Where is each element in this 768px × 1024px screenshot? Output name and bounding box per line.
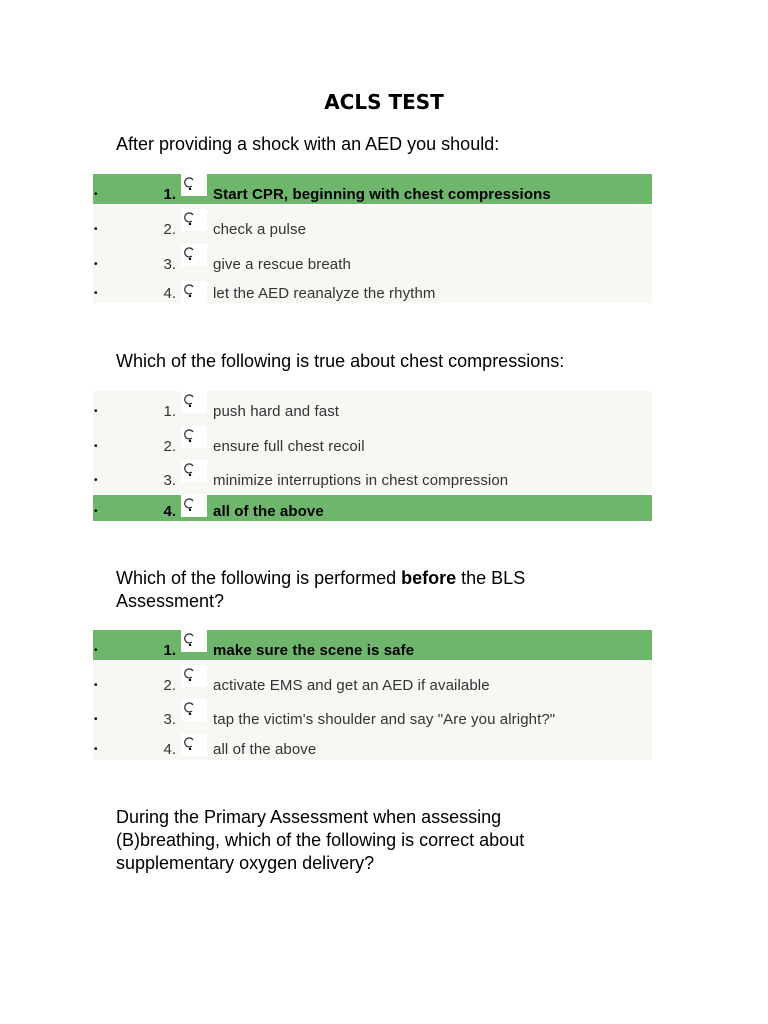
option-number: 4. — [163, 285, 176, 302]
option-number: 3. — [163, 256, 176, 273]
radio-button[interactable] — [181, 734, 207, 756]
option-number: 1. — [163, 642, 176, 659]
option-text: Start CPR, beginning with chest compressions — [213, 186, 551, 203]
option-text: all of the above — [213, 503, 324, 520]
option-number: 4. — [163, 741, 176, 758]
radio-icon — [183, 283, 197, 297]
radio-icon — [183, 428, 197, 442]
option-text: all of the above — [213, 741, 317, 758]
radio-icon — [183, 736, 197, 750]
bullet: • — [94, 506, 98, 517]
question-2-option-2[interactable] — [93, 428, 652, 463]
option-text: minimize interruptions in chest compression — [213, 472, 509, 489]
bullet: • — [94, 189, 98, 200]
radio-icon — [183, 667, 197, 681]
radio-icon — [183, 176, 197, 190]
question-2-option-1[interactable] — [93, 391, 652, 428]
option-text: give a rescue breath — [213, 256, 351, 273]
bullet: • — [94, 224, 98, 235]
radio-button[interactable] — [181, 426, 207, 448]
bullet: • — [94, 406, 98, 417]
radio-button[interactable] — [181, 281, 207, 303]
option-number: 2. — [163, 221, 176, 238]
radio-button[interactable] — [181, 495, 207, 517]
option-text: activate EMS and get an AED if available — [213, 677, 490, 694]
radio-icon — [183, 632, 197, 646]
radio-button[interactable] — [181, 665, 207, 687]
radio-button[interactable] — [181, 209, 207, 231]
option-text: push hard and fast — [213, 403, 340, 420]
question-1-option-3[interactable] — [93, 243, 652, 281]
question-1-option-2[interactable] — [93, 205, 652, 243]
option-text: tap the victim's shoulder and say "Are you alright?" — [213, 711, 556, 728]
radio-icon — [183, 701, 197, 715]
bullet: • — [94, 744, 98, 755]
question-4-prompt: During the Primary Assessment when assessing (B)breathing, which of the following is correct about supplementary oxygen delivery? — [116, 807, 525, 873]
radio-icon — [183, 497, 197, 511]
option-number: 4. — [163, 503, 176, 520]
option-number: 1. — [163, 186, 176, 203]
radio-button[interactable] — [181, 244, 207, 266]
bullet: • — [94, 288, 98, 299]
question-3-option-4[interactable] — [93, 736, 652, 760]
radio-button[interactable] — [181, 699, 207, 721]
radio-button[interactable] — [181, 391, 207, 413]
prompt-text: Which of the following is performed — [116, 568, 402, 588]
bullet: • — [94, 645, 98, 656]
bullet: • — [94, 680, 98, 691]
option-text: check a pulse — [213, 221, 307, 238]
bullet: • — [94, 259, 98, 270]
prompt-text: the BLS Assessment? — [116, 568, 526, 611]
option-text: make sure the scene is safe — [213, 642, 415, 659]
page-title: ACLS TEST — [324, 90, 444, 114]
radio-icon — [183, 393, 197, 407]
bullet: • — [94, 475, 98, 486]
question-1-prompt: After providing a shock with an AED you should: — [116, 134, 500, 154]
radio-button[interactable] — [181, 174, 207, 196]
option-text: let the AED reanalyze the rhythm — [213, 285, 436, 302]
radio-icon — [183, 211, 197, 225]
radio-icon — [183, 462, 197, 476]
option-number: 3. — [163, 472, 176, 489]
option-number: 1. — [163, 403, 176, 420]
question-3-prompt — [116, 567, 596, 613]
question-2-prompt: Which of the following is true about chest compressions: — [116, 351, 565, 371]
option-number: 2. — [163, 438, 176, 455]
option-number: 3. — [163, 711, 176, 728]
bullet: • — [94, 441, 98, 452]
radio-button[interactable] — [181, 460, 207, 482]
question-2-option-4[interactable] — [93, 495, 652, 521]
option-text: ensure full chest recoil — [213, 438, 365, 455]
radio-button[interactable] — [181, 630, 207, 652]
option-number: 2. — [163, 677, 176, 694]
bullet: • — [94, 714, 98, 725]
prompt-emphasis: before — [401, 568, 457, 588]
radio-icon — [183, 246, 197, 260]
